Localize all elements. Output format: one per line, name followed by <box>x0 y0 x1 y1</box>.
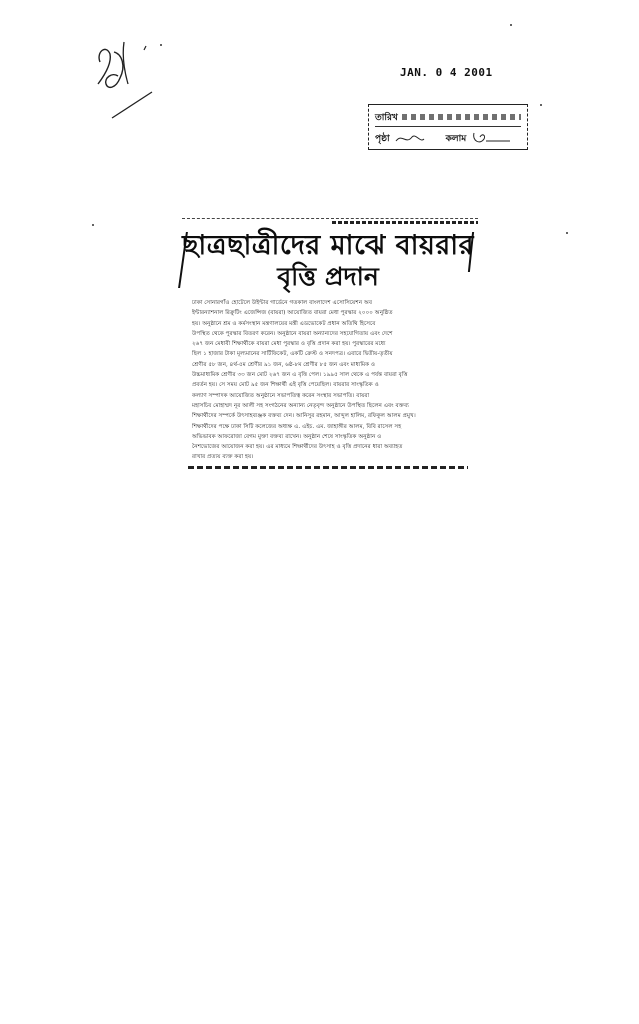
clipping-bottom-border <box>188 466 468 469</box>
stray-dot <box>160 44 162 46</box>
stray-dot <box>510 24 512 26</box>
article-headline-line-1: ছাত্রছাত্রীদের মাঝে বায়রার <box>182 230 474 261</box>
clipping-top-border <box>182 218 478 225</box>
article-body-line: প্রবর্তন হয়। সে সময় মোট ৯৫ জন শিক্ষার্থী এই বৃত্তি পেয়েছিল। বায়রার সাংস্কৃতিক ও <box>192 382 379 389</box>
newspaper-clipping <box>178 218 478 480</box>
article-body-line: ছিল ১ হাজার টাকা মূল্যমানের সার্টিফিকেট, একটি ক্রেস্ট ও সনদপত্র। এবারে দ্বিতীয়-তৃতীয় <box>192 351 393 358</box>
article-body-line: ইন্টারন্যাশনাল রিক্রুটিং এজেন্সিজ (বায়রা) আয়োজিত বায়রা মেধা পুরস্কার ২০০০ অনুষ্ঠিত <box>192 310 393 317</box>
article-body-line: শিক্ষার্থীদের পক্ষে ঢাকা সিটি কলেজের অধ্যক্ষ এ. এইচ. এম. জাহাঙ্গীর আলম, বিবি রাসেল সহ <box>192 423 402 430</box>
article-body-line: উপস্থিত থেকে পুরস্কার বিতরণ করেন। অনুষ্ঠানে বায়রা অন্যান্যদের সহযোগিতায় এবং দেশে <box>192 330 393 337</box>
article-body-line: কল্যাণ সম্পাদক আয়োজিত অনুষ্ঠানে সভাপতিত্ব করেন সংস্থার সভাপতি। বায়রা <box>192 392 370 399</box>
article-body-line: শ্রেণীর ৫৮ জন, ৪র্থ-৫ম শ্রেণীর ৯১ জন, ৬ষ্ঠ-৮ম শ্রেণীর ৮৫ জন এবং মাধ্যমিক ও <box>192 361 376 368</box>
article-body-line: উচ্চমাধ্যমিক শ্রেণীর ৩৩ জন মোট ২৬৭ জন এ বৃত্তি পেল। ১৯৯৫ সাল থেকে এ পর্যন্ত বায়রা বৃত্তি <box>192 372 408 379</box>
article-body-line: মহাসচিব মোহাম্মদ নূর আলী সহ সংগঠনের অন্যান্য নেতৃবৃন্দ অনুষ্ঠানে উপস্থিত ছিলেন এবং বক্তব্য <box>192 402 409 409</box>
article-body-line: রাখার প্রত্যয় ব্যক্ত করা হয়। <box>192 454 254 461</box>
stamp-page-handwriting <box>394 129 442 147</box>
article-headline-line-2: বৃত্তি প্রদান <box>277 262 379 291</box>
stamp-page-row <box>375 129 521 147</box>
date-stamp: JAN. 0 4 2001 <box>400 66 493 79</box>
stray-dot <box>540 104 542 106</box>
stamp-date-fill <box>402 114 521 120</box>
article-body-line: নৈশভোজের আয়োজন করা হয়। এর মাধ্যমে শিক্ষার্থীদের উৎসাহ ও বৃত্তি প্রদানের ধারা অব্যাহত <box>192 444 403 451</box>
stamp-column-label: কলাম <box>445 133 467 144</box>
article-body <box>192 298 472 463</box>
stamp-page-label: পৃষ্ঠা <box>375 133 390 144</box>
stamp-column-handwriting <box>470 129 518 147</box>
article-body-line: শিক্ষার্থীদের সম্পর্কে উৎসাহব্যঞ্জক বক্তব্য দেন। আনিসুর রহমান, আব্দুল হালিম, রফিকুল আলম প্রমুখ। <box>192 413 416 420</box>
article-body-line: ২৬৭ জন মেধাবী শিক্ষার্থীকে বায়রা মেধা পুরস্কার ও বৃত্তি প্রদান করা হয়। পুরস্কারের মধ্যে <box>192 341 386 348</box>
article-body-line: অভিভাবক আফরোজা বেগম মুক্তা বক্তব্য রাখেন। অনুষ্ঠান শেষে সাংস্কৃতিক অনুষ্ঠান ও <box>192 433 382 440</box>
article-body-line: ঢাকা সোনারগাঁও হোটেলে উইন্টার গার্ডেনে গতকাল বাংলাদেশ এসোসিয়েশন অব <box>192 300 373 306</box>
index-stamp <box>368 104 528 150</box>
stray-dot <box>92 224 94 226</box>
article-body-line: হয়। অনুষ্ঠানে শ্রম ও কর্মসংস্থান মন্ত্রণালয়ের মন্ত্রী এডভোকেট প্রধান অতিথি হিসেবে <box>192 320 376 327</box>
stray-dot <box>566 232 568 234</box>
stamp-date-label: তারিখ <box>375 112 398 123</box>
stamp-date-row <box>375 108 521 127</box>
